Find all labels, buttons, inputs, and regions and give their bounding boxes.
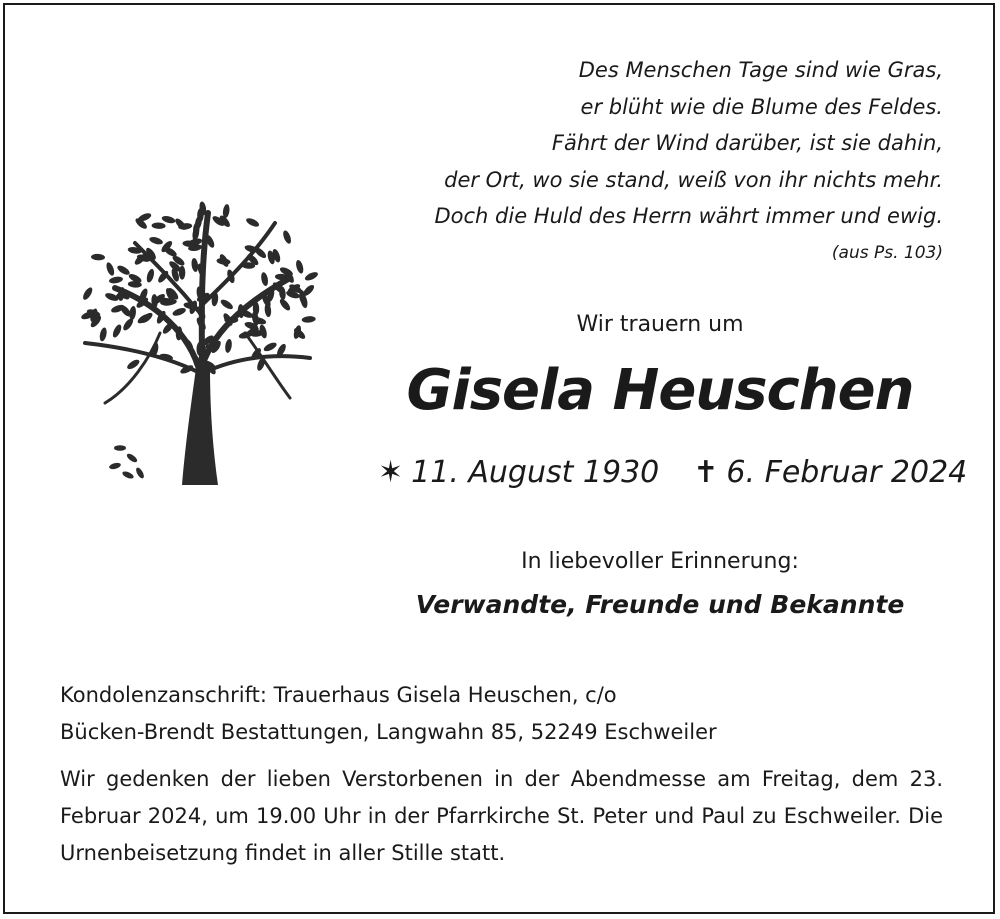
leaf-shape	[301, 316, 316, 324]
leaf-shape	[224, 338, 233, 353]
leaf-shape	[105, 261, 116, 276]
intro-text: Wir trauern um	[576, 312, 744, 337]
psalm-verse	[434, 52, 943, 235]
memory-intro: In liebevoller Erinnerung:	[521, 549, 799, 574]
leaf-shape	[295, 259, 305, 274]
service-notice: Wir gedenken der lieben Verstorbenen in der Abendmesse am Freitag, dem 23. Februar 2024, um 19.00 Uhr in der Pfarrkirche St. Peter und Paul zu Eschweiler. Die Urnenbeisetzung findet in aller Stille statt.	[60, 767, 943, 865]
falling-leaf	[114, 445, 126, 451]
cross-icon: ✝	[693, 455, 719, 490]
address-line: Bücken-Brendt Bestattungen, Langwahn 85, 52249 Eschweiler	[60, 720, 717, 744]
leaf-shape	[81, 286, 94, 301]
birth-date: 11. August 1930	[411, 455, 660, 490]
leaf-shape	[245, 216, 260, 228]
leaf-shape	[161, 215, 176, 225]
leaf-shape	[99, 327, 108, 342]
verse-line: Fährt der Wind darüber, ist sie dahin,	[551, 131, 943, 155]
leaf-shape	[264, 303, 272, 318]
mourners: Verwandte, Freunde und Bekannte	[415, 590, 905, 619]
leaf-shape	[191, 258, 199, 273]
life-dates	[378, 455, 968, 490]
leaf-shape	[260, 272, 269, 287]
deceased-name: Gisela Heuschen	[406, 358, 914, 423]
leaf-shape	[172, 306, 187, 317]
falling-leaf	[121, 470, 134, 480]
leaf-shape	[151, 222, 165, 229]
leaf-shape	[116, 264, 131, 277]
star-icon: ✶	[378, 455, 404, 490]
condolence-address	[60, 677, 717, 751]
leaf-shape	[148, 236, 163, 246]
falling-leaf	[126, 452, 139, 464]
leaf-shape	[145, 268, 155, 283]
falling-leaf	[108, 462, 121, 471]
leaf-shape	[109, 276, 124, 285]
death-date: 6. Februar 2024	[726, 455, 968, 490]
verse-line: er blüht wie die Blume des Feldes.	[580, 94, 943, 119]
leaf-shape	[91, 254, 105, 261]
verse-line: Doch die Huld des Herrn währt immer und ewig.	[434, 204, 943, 228]
verse-source: (aus Ps. 103)	[831, 243, 943, 263]
leaf-shape	[129, 306, 137, 321]
leaf-shape	[278, 297, 292, 312]
leaf-shape	[304, 270, 319, 282]
falling-leaf	[135, 466, 146, 479]
leaf-shape	[263, 341, 278, 353]
tree-icon	[60, 183, 320, 493]
address-line: Kondolenzanschrift: Trauerhaus Gisela Heuschen, c/o	[60, 683, 617, 707]
leaf-shape	[111, 323, 123, 338]
verse-line: Des Menschen Tage sind wie Gras,	[578, 58, 943, 82]
leaf-shape	[219, 298, 234, 311]
verse-line: der Ort, wo sie stand, weiß von ihr nichts mehr.	[444, 167, 943, 192]
leaf-shape	[282, 229, 293, 244]
